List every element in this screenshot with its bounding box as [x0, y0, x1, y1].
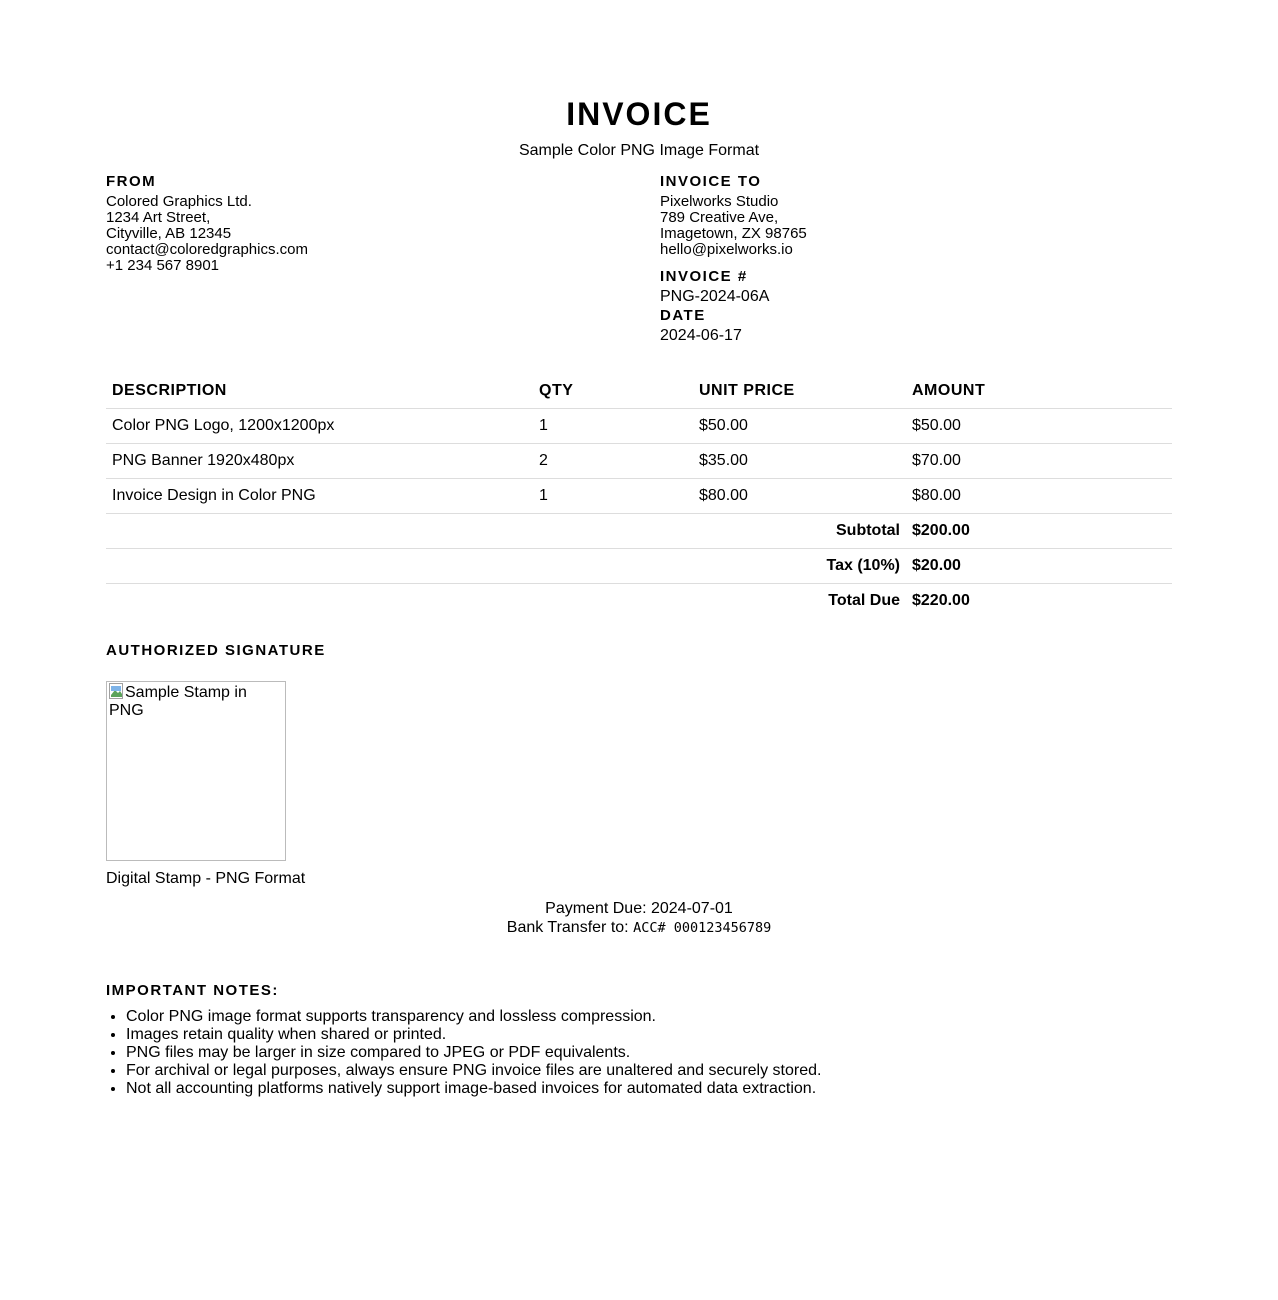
item-description: Invoice Design in Color PNG — [106, 479, 533, 514]
column-header-amount: AMOUNT — [906, 373, 1172, 409]
subtotal-value: $200.00 — [906, 514, 1172, 549]
bank-account: ACC# 000123456789 — [633, 920, 772, 936]
broken-image-icon — [109, 683, 125, 699]
item-amount: $80.00 — [906, 479, 1172, 514]
line-items-table — [106, 373, 1172, 618]
subtotal-label: Subtotal — [106, 514, 906, 549]
total-due-row — [106, 584, 1172, 619]
column-header-qty: QTY — [533, 373, 693, 409]
stamp-alt-label: Sample Stamp in PNG — [109, 684, 247, 719]
invoice-meta — [660, 268, 769, 346]
total-due-label: Total Due — [828, 592, 900, 609]
tax-value: $20.00 — [906, 549, 1172, 584]
item-description: PNG Banner 1920x480px — [106, 444, 533, 479]
column-header-description: DESCRIPTION — [106, 373, 533, 409]
list-item: • Not all accounting platforms natively support image-based invoices for automated data extraction. — [126, 1080, 1166, 1098]
from-company: Colored Graphics Ltd. — [106, 193, 252, 210]
from-street: 1234 Art Street, — [106, 209, 211, 226]
item-unit-price: $50.00 — [693, 409, 906, 444]
invoice-number-label: INVOICE # — [660, 268, 748, 285]
table-header-row — [106, 373, 1172, 409]
invoice-to-label: INVOICE TO — [660, 173, 762, 190]
invoice-subtitle: Sample Color PNG Image Format — [518, 142, 760, 159]
column-header-unit-price: UNIT PRICE — [693, 373, 906, 409]
list-item: • For archival or legal purposes, always ensure PNG invoice files are unaltered and securely stored. — [126, 1062, 1166, 1080]
tax-row — [106, 549, 1172, 584]
list-item: • Color PNG image format supports transparency and lossless compression. — [126, 1008, 1166, 1026]
item-description: Color PNG Logo, 1200x1200px — [106, 409, 533, 444]
bank-transfer — [106, 918, 1172, 938]
list-item: • PNG files may be larger in size compared to JPEG or PDF equivalents. — [126, 1044, 1166, 1062]
authorized-signature-label: AUTHORIZED SIGNATURE — [106, 642, 326, 659]
from-label: FROM — [106, 173, 157, 190]
subtotal-row — [106, 514, 1172, 549]
item-amount: $50.00 — [906, 409, 1172, 444]
invoice-to-block — [660, 173, 807, 258]
to-street: 789 Creative Ave, — [660, 209, 779, 226]
to-company: Pixelworks Studio — [660, 193, 779, 210]
stamp-caption: Digital Stamp - PNG Format — [106, 870, 306, 887]
invoice-to-address — [660, 194, 807, 258]
tax-label: Tax (10%) — [106, 549, 906, 584]
from-phone: +1 234 567 8901 — [106, 257, 220, 274]
item-unit-price: $35.00 — [693, 444, 906, 479]
bank-transfer-label: Bank Transfer to: — [506, 919, 629, 936]
from-block — [106, 173, 308, 274]
payment-due: Payment Due: 2024-07-01 — [545, 900, 733, 917]
payment-info — [106, 899, 1172, 938]
item-unit-price: $80.00 — [693, 479, 906, 514]
date-label: DATE — [660, 307, 706, 324]
invoice-date: 2024-06-17 — [660, 327, 742, 344]
from-city: Cityville, AB 12345 — [106, 225, 232, 242]
from-email: contact@coloredgraphics.com — [106, 241, 308, 258]
item-qty: 2 — [533, 444, 693, 479]
total-due-value: $220.00 — [912, 592, 970, 609]
stamp-image — [106, 681, 286, 861]
item-amount: $70.00 — [906, 444, 1172, 479]
to-email: hello@pixelworks.io — [660, 241, 793, 258]
item-qty: 1 — [533, 409, 693, 444]
invoice-title: INVOICE — [566, 96, 712, 132]
important-notes-label: IMPORTANT NOTES: — [106, 982, 279, 999]
invoice-number: PNG-2024-06A — [660, 288, 770, 305]
to-city: Imagetown, ZX 98765 — [660, 225, 807, 242]
list-item: • Images retain quality when shared or printed. — [126, 1026, 1166, 1044]
table-row — [106, 479, 1172, 514]
item-qty: 1 — [533, 479, 693, 514]
table-row — [106, 444, 1172, 479]
notes-list — [106, 1008, 1166, 1098]
stamp-alt-text — [109, 683, 281, 720]
from-address — [106, 194, 308, 274]
table-row — [106, 409, 1172, 444]
